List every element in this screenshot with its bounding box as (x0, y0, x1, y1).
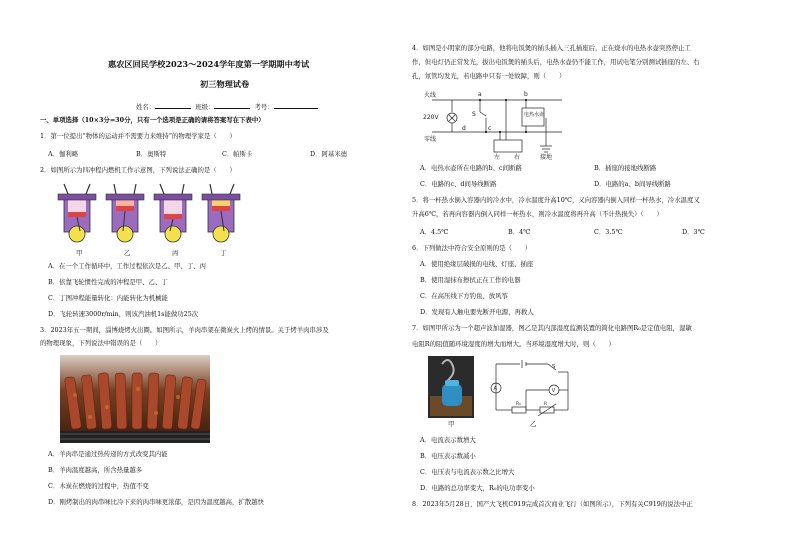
q3-stem-line2: 的物理现象，下列说法中错误的是（ ） (40, 339, 162, 347)
circuit-label-voltage: 220V (423, 114, 439, 121)
q1-option-a: A．伽利略 (48, 150, 79, 158)
svg-text:R: R (544, 402, 548, 407)
engine-jia (58, 184, 96, 242)
q1-stem: 1．第一位提出“物体的运动并不需要力来维持”的物理学家是（ ） (40, 132, 236, 140)
q6-option-a: A．使用绝缘层破损的电线、灯座、插座 (420, 260, 534, 268)
q1-option-d: D．阿基米德 (310, 150, 348, 158)
circuit-label-right: 右 (514, 154, 521, 160)
q2-fig-label-bing: 丙 (172, 249, 179, 257)
circuit-label-live: 火线 (424, 92, 437, 99)
q3-option-a: A．羊肉串是通过热传递的方式改变其内能 (48, 450, 168, 458)
q6-option-d: D．发现有人触电要先断开电源，再救人 (420, 308, 534, 316)
circuit-label-c: c (488, 125, 492, 132)
q2-fig-label-yi: 乙 (124, 249, 131, 257)
q5-option-b: B．4℃ (508, 228, 531, 236)
q5-stem-line1: 5．将一杯热水倒入容器内的冷水中，冷水温度升高10℃，又向容器内倒入同样一杯热水，冷水温度又 (412, 196, 700, 204)
exam-no-label: 考号： (254, 103, 274, 111)
q7-option-d: D．电路的总功率变大，R₀的电功率变小 (420, 484, 535, 492)
name-blank[interactable] (155, 102, 191, 109)
q6-option-b: B．使用湿抹布擦拭正在工作的电器 (420, 276, 521, 284)
svg-text:S: S (552, 364, 556, 370)
circuit-label-ground: 接地 (540, 154, 553, 160)
bbq-skewers-photo (60, 355, 210, 443)
engine-bing (154, 184, 192, 242)
q2-fig-label-ding: 丁 (220, 249, 227, 257)
q5-option-c: C．3.5℃ (594, 228, 623, 236)
exam-no-blank[interactable] (274, 102, 318, 109)
q2-stem: 2．如图所示为四冲程内燃机工作示意图，下列说法正确的是（ ） (40, 166, 236, 174)
circuit-label-left: 左 (494, 154, 501, 160)
q2-option-d: D．飞轮转速3000r/min，则该汽油机1s能做功25次 (48, 310, 199, 318)
q3-option-b: B．羊肉温度越高，所含热量越多 (48, 466, 143, 474)
circuit-label-a: a (478, 91, 482, 98)
q7-option-b: B．电压表示数减小 (420, 452, 476, 460)
circuit-label-b: b (524, 91, 528, 98)
q2-option-c: C．丁图冲程能量转化：内能转化为机械能 (48, 294, 168, 302)
q7-option-a: A．电流表示数增大 (420, 436, 476, 444)
class-label: 班级： (195, 103, 215, 111)
q7-fig-label-yi: 乙 (530, 420, 537, 428)
svg-text:V: V (551, 388, 556, 394)
exam-subtitle: 初三物理试卷 (200, 79, 250, 89)
q4-option-d: D．电路的a、b间导线断路 (594, 180, 671, 188)
q2-fig-label-jia: 甲 (76, 249, 83, 257)
q1-option-c: C．帕斯卡 (222, 150, 253, 158)
house-circuit-figure (422, 88, 572, 160)
q5-option-d: D．3℃ (682, 228, 705, 236)
section-heading: 一、单项选择（10×3分=30分，只有一个选项是正确的请将答案写在下表中） (40, 116, 265, 124)
q2-option-a: A．在一个工作循环中，工作过程依次是乙、甲、丁、丙 (48, 262, 206, 270)
q3-option-d: D．刚烤制出的肉串味比冷下来的肉串味更浓郁，是因为温度越高，扩散越快 (48, 498, 265, 506)
name-label: 姓名： (136, 103, 156, 111)
q3-stem-line1: 3．2023年五一期间，淄博烧烤火出圈。如图所示，羊肉串架在微炭火上烤的情景。关于烤羊肉串涉及 (40, 326, 329, 334)
q1-option-b: B．奥斯特 (136, 150, 167, 158)
circuit-label-kettle: 电热水壶 (524, 112, 545, 118)
q6-option-c: C．在高压线下方钓鱼、放风筝 (420, 292, 508, 300)
q7-stem-line2: 电阻R的阻值随环境湿度的增大而增大。当环境湿度增大时，则（ ） (412, 340, 615, 348)
q5-stem-line2: 升高6℃，若再向容器内倒入同样一杯热水，则冷水温度将再升高（不计热损失）（ ） (412, 210, 663, 218)
q4-stem-line1: 4．如图是小明家的部分电路，他将电饭煲的插头插入三孔插座后，正在烧水的电热水壶突然停止工 (412, 44, 691, 52)
q4-option-c: C．电路的c、d间导线断路 (420, 180, 497, 188)
student-info-row (136, 102, 318, 112)
q4-stem-line3: 孔，氖管均发光，若电路中只有一处故障，则（ ） (412, 72, 566, 80)
circuit-label-s: S (472, 111, 476, 118)
q3-option-c: C．木炭在燃烧的过程中，热值不变 (48, 482, 149, 490)
q4-option-a: A．电热水壶所在电路的b、c间断路 (420, 164, 522, 172)
q4-stem-line2: 作，但电灯仍正常发光，拔出电饭煲的插头后，电热水壶仍不能工作，用试电笔分别测试插座的左、右 (412, 58, 700, 66)
q4-option-b: B．插座的接地线断路 (594, 164, 657, 172)
q8-stem: 8．2023年5月28日，国产大飞机C919完成首次商业飞行（如图所示），下列有关C919的说法中正 (412, 500, 693, 508)
exam-title: 惠农区回民学校2023～2024学年度第一学期期中考试 (108, 59, 310, 69)
svg-text:A: A (493, 386, 497, 392)
engine-ding (202, 184, 240, 242)
svg-text:R₀: R₀ (516, 402, 521, 407)
q7-fig-label-jia: 甲 (448, 420, 455, 428)
q5-option-a: A．4.5℃ (420, 228, 449, 236)
q7-stem-line1: 7．如图甲所示为一个超声波加湿器，图乙是其内部湿度监测装置的简化电路图R₀是定值电阻，湿敏 (412, 324, 692, 332)
humidity-circuit-figure (488, 358, 578, 418)
engine-yi (106, 184, 144, 242)
q6-stem: 6．下列做法中符合安全原则的是（ ） (412, 244, 532, 252)
engine-strokes-figure (54, 176, 254, 248)
humidifier-photo (428, 356, 474, 418)
class-blank[interactable] (214, 102, 250, 109)
circuit-label-neutral: 零线 (424, 136, 437, 143)
q7-option-c: C．电压表与电流表示数之比增大 (420, 468, 515, 476)
circuit-label-d: d (462, 125, 466, 132)
q2-option-b: B．依靠飞轮惯性完成的冲程是甲、乙、丁 (48, 278, 168, 286)
